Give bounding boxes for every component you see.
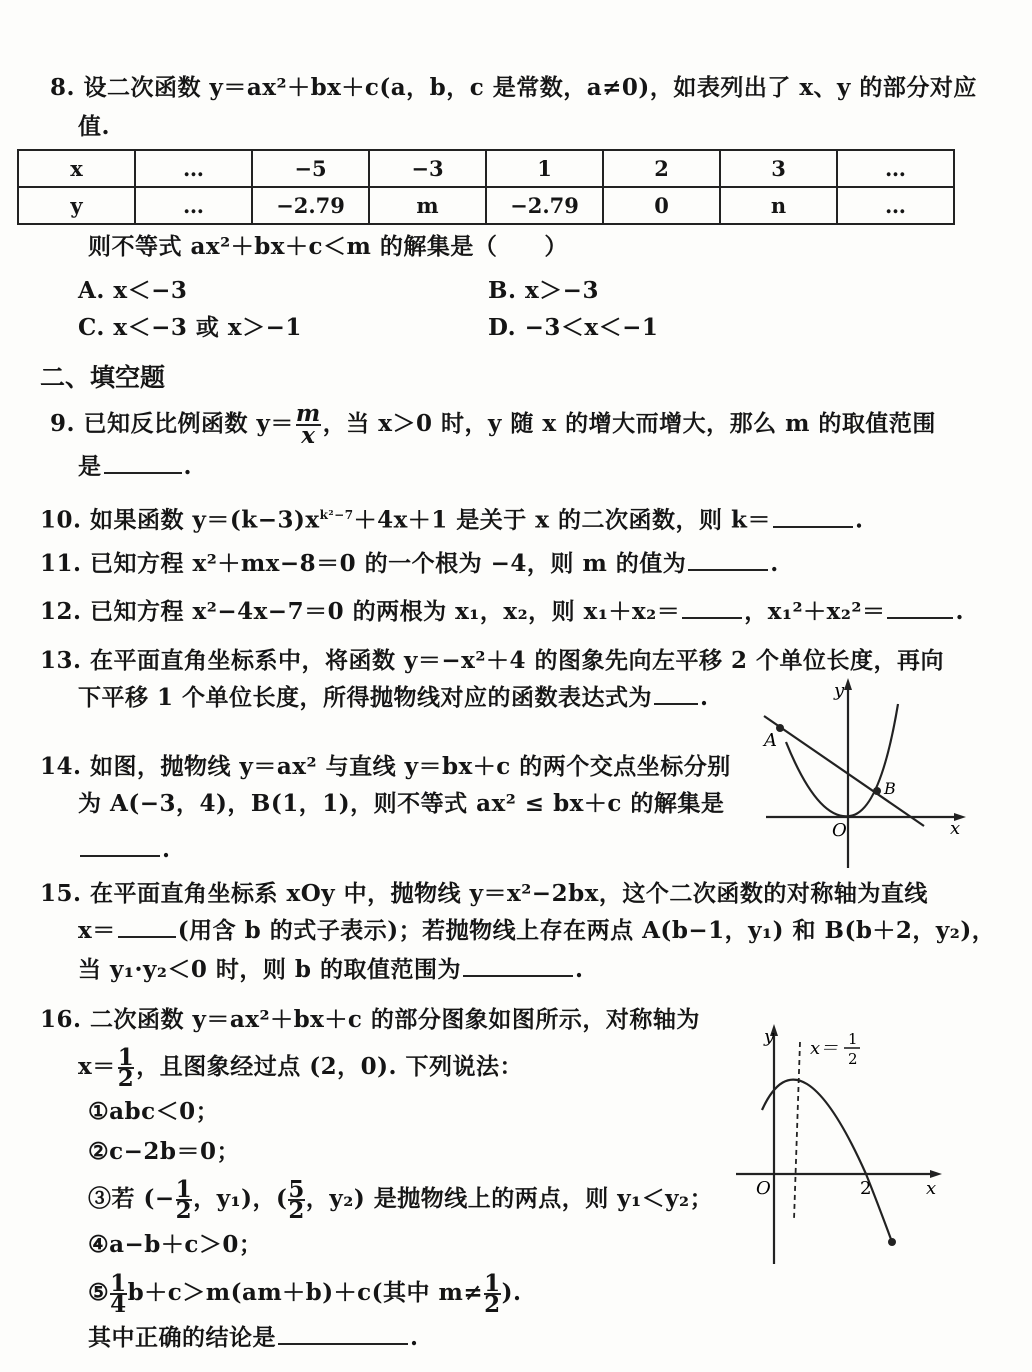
q14-line3: . [78,835,171,865]
q14-line1: 14. 如图，抛物线 y＝ax² 与直线 y＝bx＋c 的两个交点坐标分别 [40,753,731,780]
table-row-y [18,187,954,224]
q8-line1: 8. 设二次函数 y＝ax²＋bx＋c(a，b，c 是常数，a≠0)，如表列出了 x、y 的部分对应 [50,74,977,101]
q8-line2: 值. [78,113,111,140]
q16-graph [728,1022,958,1268]
table-cell: m [369,187,486,224]
parabola-curve [762,1080,892,1242]
q8-question: 则不等式 ax²＋bx＋c＜m 的解集是（ ） [88,233,568,260]
q13-line2: 下平移 1 个单位长度，所得抛物线对应的函数表达式为 . [78,684,709,711]
table-cell: 3 [720,150,837,187]
table-cell: y [18,187,135,224]
q9-text-a: 9. 已知反比例函数 y＝ [50,410,294,437]
table-cell: −2.79 [252,187,369,224]
q9-line1 [50,400,936,449]
point-b [873,787,881,795]
x-axis-arrow [930,1170,942,1178]
parabola-curve [786,704,898,816]
q16-statement-2: ②c−2b＝0； [88,1138,240,1165]
label-a: A [764,730,777,751]
answer-blank[interactable] [118,916,176,938]
table-cell: 1 [486,150,603,187]
q8-option-a: A. x＜−3 [78,277,188,304]
q11-line: 11. 已知方程 x²＋mx−8＝0 的一个根为 −4，则 m 的值为 . [40,550,779,577]
axis-label: x＝ [810,1038,839,1059]
q16-conclusion: 其中正确的结论是 . [88,1324,419,1351]
table-cell: x [18,150,135,187]
q10-line: 10. 如果函数 $y=(k-3)x^{k^2-7}+4x+1$ 是关于 x 的二次函数，则 k＝ . [40,506,864,534]
label-b: B [884,779,896,798]
label-y: y [834,680,845,701]
answer-blank[interactable] [682,597,742,619]
q15-line2: x＝ (用含 b 的式子表示)；若抛物线上存在两点 A(b−1，y₁) 和 B(b＋2，y₂)， [78,917,996,944]
section-title: 二、填空题 [40,363,166,392]
fraction: $\frac{1}{4}$ [110,1270,127,1318]
label-y: y [764,1026,775,1047]
q16-statement-4: ④a−b＋c＞0； [88,1231,263,1258]
label-o: O [832,820,847,841]
symmetry-axis [794,1042,800,1220]
q15-line3: 当 y₁·y₂＜0 时，则 b 的取值范围为 . [78,956,584,983]
table-cell: 0 [603,187,720,224]
label-x: x [950,818,961,839]
table-cell: −5 [252,150,369,187]
q15-line1: 15. 在平面直角坐标系 xOy 中，抛物线 y＝x²−2bx，这个二次函数的对称轴为直线 [40,880,928,907]
fraction: $\frac{1}{2}$ [175,1176,193,1224]
table-cell: … [837,150,954,187]
answer-blank[interactable] [80,835,160,857]
answer-blank[interactable] [278,1323,408,1345]
fraction: $\frac{5}{2}$ [288,1176,305,1224]
q16-statement-3: ③若 (− $\frac{1}{2}$ ，y₁)，( $\frac{5}{2}$ ，y₂) 是抛物线上的两点，则 y₁＜y₂； [88,1176,714,1224]
q16-half-fraction: $\frac{1}{2}$ [117,1044,135,1092]
q8-option-d: D. −3＜x＜−1 [488,314,659,341]
q8-option-b: B. x＞−3 [488,277,599,304]
q8-option-c: C. x＜−3 或 x＞−1 [78,314,302,341]
table-cell: … [135,187,252,224]
axis-label-den: 2 [848,1050,858,1068]
label-2: 2 [860,1178,872,1199]
q12-line: 12. 已知方程 x²−4x−7＝0 的两根为 x₁，x₂，则 x₁＋x₂＝ ，x₁²＋x₂²＝ . [40,598,964,625]
table-cell: n [720,187,837,224]
point-a [776,724,784,732]
q16-line1: 16. 二次函数 y＝ax²＋bx＋c 的部分图象如图所示，对称轴为 [40,1006,700,1033]
table-row-x [18,150,954,187]
answer-blank[interactable] [104,452,182,474]
label-x: x [926,1178,937,1199]
q9-fraction: $\frac{m}{x}$ [295,400,321,449]
label-o: O [756,1178,771,1199]
line-curve [764,716,924,826]
q16-line2: x＝ $\frac{1}{2}$ ，且图象经过点 (2，0). 下列说法： [78,1044,524,1092]
q13-line1: 13. 在平面直角坐标系中，将函数 y＝−x²＋4 的图象先向左平移 2 个单位长度，再向 [40,647,944,674]
q16-statement-1: ①abc＜0； [88,1098,220,1125]
answer-blank[interactable] [654,683,698,705]
q14-line2: 为 A(−3，4)，B(1，1)，则不等式 ax² ≤ bx＋c 的解集是 [78,790,725,817]
answer-blank[interactable] [887,597,953,619]
q8-value-table [17,149,955,225]
table-cell: −3 [369,150,486,187]
curve-end-point [888,1238,896,1246]
answer-blank[interactable] [463,955,573,977]
q14-graph [758,676,970,872]
q16-statement-5: ⑤ $\frac{1}{4}$ b＋c＞m(am＋b)＋c(其中 m≠ $\frac{1}{2}$ ). [88,1270,522,1318]
q9-line2: 是 . [78,453,193,480]
table-cell: … [135,150,252,187]
table-cell: 2 [603,150,720,187]
answer-blank[interactable] [773,506,853,528]
fraction: $\frac{1}{2}$ [484,1270,501,1318]
answer-blank[interactable] [688,549,768,571]
y-axis-arrow [844,678,852,690]
q9-text-b: ，当 x＞0 时，y 随 x 的增大而增大，那么 m 的取值范围 [322,410,936,437]
table-cell: … [837,187,954,224]
axis-label-num: 1 [848,1030,858,1048]
table-cell: −2.79 [486,187,603,224]
